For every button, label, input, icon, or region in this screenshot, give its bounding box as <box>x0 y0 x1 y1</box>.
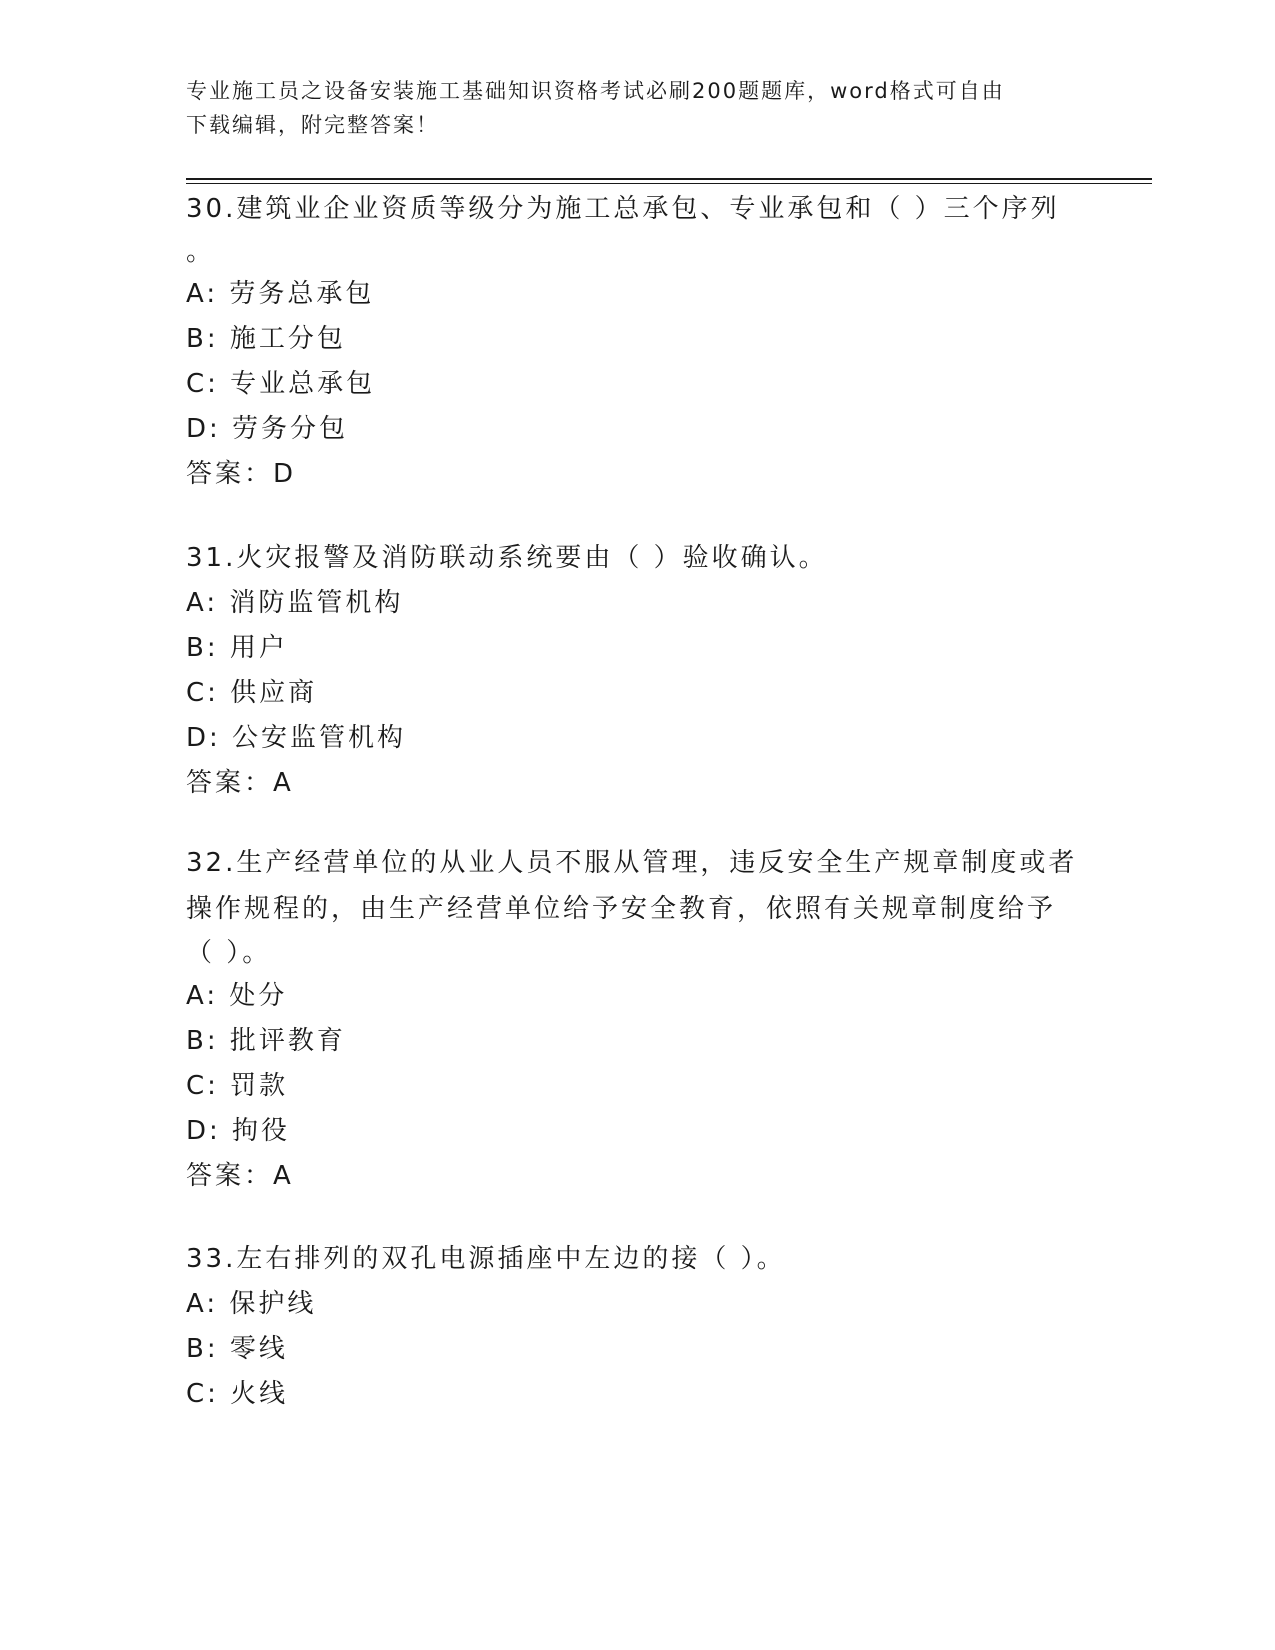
question-stem-line: （ ）。 <box>186 938 272 968</box>
question-stem-line: 。 <box>186 237 216 267</box>
option-a: A: 保护线 <box>186 1289 317 1319</box>
option-c: C: 专业总承包 <box>186 369 376 399</box>
header-divider <box>186 178 1152 180</box>
question-32 <box>186 840 1086 1199</box>
question-stem-line: 30.建筑业企业资质等级分为施工总承包、专业承包和（ ）三个序列 <box>186 194 1060 224</box>
option-b: B: 用户 <box>186 633 288 663</box>
option-c: C: 罚款 <box>186 1071 289 1101</box>
option-a: A: 处分 <box>186 981 288 1011</box>
option-a: A: 消防监管机构 <box>186 588 404 618</box>
question-33 <box>186 1236 1086 1417</box>
answer: 答案：A <box>186 768 294 798</box>
option-d: D: 劳务分包 <box>186 414 349 444</box>
option-c: C: 供应商 <box>186 678 318 708</box>
option-b: B: 批评教育 <box>186 1026 346 1056</box>
question-31 <box>186 535 1086 806</box>
answer: 答案：D <box>186 459 297 489</box>
header-divider-thin <box>186 183 1152 184</box>
option-c: C: 火线 <box>186 1379 289 1409</box>
question-stem-line: 33.左右排列的双孔电源插座中左边的接（ ）。 <box>186 1244 786 1274</box>
question-stem-line: 32.生产经营单位的从业人员不服从管理，违反安全生产规章制度或者 <box>186 848 1078 878</box>
option-d: D: 公安监管机构 <box>186 723 407 753</box>
header-line-1: 专业施工员之设备安装施工基础知识资格考试必刷200题题库，word格式可自由 <box>186 79 1005 103</box>
option-b: B: 施工分包 <box>186 324 346 354</box>
header-line-2: 下载编辑，附完整答案！ <box>186 113 439 137</box>
option-b: B: 零线 <box>186 1334 288 1364</box>
question-stem-line: 操作规程的，由生产经营单位给予安全教育，依照有关规章制度给予 <box>186 894 1057 924</box>
option-d: D: 拘役 <box>186 1116 291 1146</box>
document-header <box>186 74 1066 142</box>
question-30 <box>186 186 1086 497</box>
option-a: A: 劳务总承包 <box>186 279 375 309</box>
answer: 答案：A <box>186 1161 294 1191</box>
question-stem-line: 31.火灾报警及消防联动系统要由（ ）验收确认。 <box>186 543 828 573</box>
